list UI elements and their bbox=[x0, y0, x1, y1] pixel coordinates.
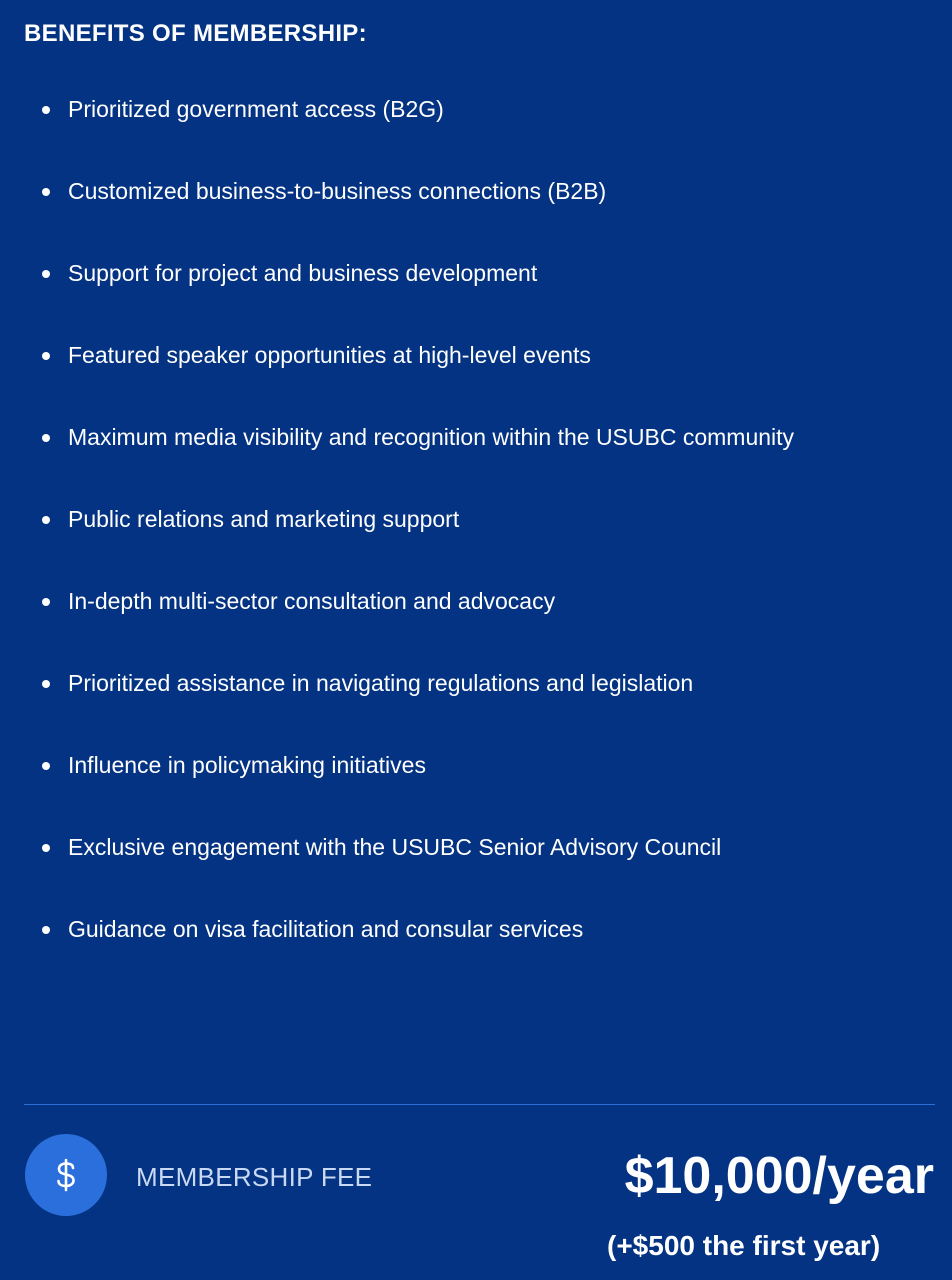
benefit-item: Exclusive engagement with the USUBC Senior Advisory Council bbox=[0, 826, 952, 908]
membership-fee-label: MEMBERSHIP FEE bbox=[136, 1162, 373, 1192]
benefit-item: Public relations and marketing support bbox=[0, 498, 952, 580]
membership-fee-amount: $10,000/year bbox=[624, 1147, 934, 1205]
benefit-item: Prioritized government access (B2G) bbox=[0, 88, 952, 170]
dollar-icon-glyph bbox=[51, 1158, 81, 1192]
benefit-item: Guidance on visa facilitation and consular services bbox=[0, 908, 952, 990]
benefit-item: Influence in policymaking initiatives bbox=[0, 744, 952, 826]
benefit-item: Prioritized assistance in navigating regulations and legislation bbox=[0, 662, 952, 744]
fee-divider bbox=[24, 1104, 935, 1105]
benefit-item: In-depth multi-sector consultation and advocacy bbox=[0, 580, 952, 662]
dollar-icon bbox=[25, 1134, 107, 1216]
membership-fee-note: (+$500 the first year) bbox=[607, 1230, 881, 1261]
benefit-item: Customized business-to-business connections (B2B) bbox=[0, 170, 952, 252]
benefit-item: Support for project and business development bbox=[0, 252, 952, 334]
benefits-list bbox=[0, 88, 952, 990]
benefit-item: Featured speaker opportunities at high-level events bbox=[0, 334, 952, 416]
benefits-heading: BENEFITS OF MEMBERSHIP: bbox=[24, 20, 367, 47]
benefit-item: Maximum media visibility and recognition within the USUBC community bbox=[0, 416, 952, 498]
